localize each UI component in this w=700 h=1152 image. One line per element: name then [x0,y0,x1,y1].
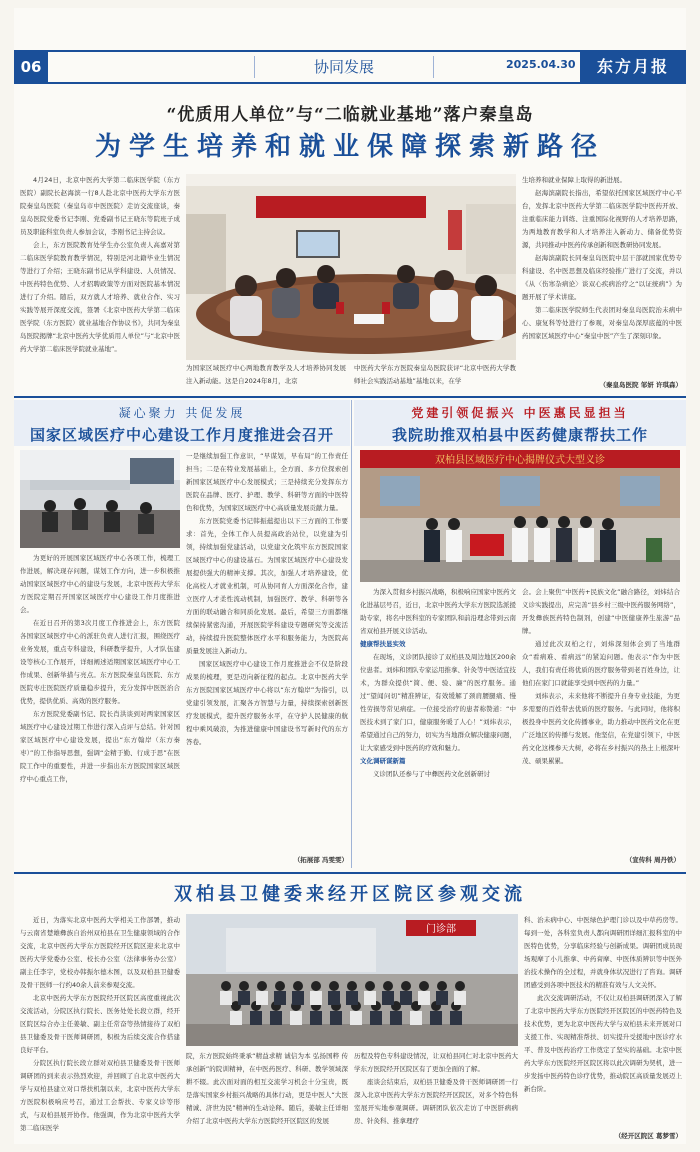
article3-headline: 我院助推双柏县中医药健康帮扶工作 [391,426,648,444]
lead-caption-mid [354,362,516,390]
paragraph: 此次交流调研活动，不仅让双柏县调研团深入了解了北京中医药大学东方医院经开区院区的中医药特色及技术优势，更为北京中医药大学与双柏县未来开展对口支援工作、实现精准帮扶、切实提升受援地中医诊疗水平、普及中医药治疗工作奠定了坚实的基础。北京中医药大学东方医院经开区院区将以此次调研为契机，进一步发扬中医药特色诊疗优势，推动院区高质量发展迈上新台阶。 [524,994,682,1093]
paragraph: 东方医院党委副书记、院长肖洪谈到对两家国家区域医疗中心建设过期工作进行深入点评与总结。针对国家区域医疗中心建设发展，提出“东方翰岸（东方秦枣）”的工作指导思想，强调“金精于勤、行成于思”在医院工作中的重要性，并进一步指出东方医院国家区域医疗中心重点工作， [20,710,180,783]
article3-column-2 [522,586,680,852]
clinic-photo-illustration [360,450,680,582]
lead-credit: （秦皇岛医院 邹妍 许琪森） [599,381,682,389]
group-photo [186,914,518,1046]
page-header [14,50,686,84]
paragraph: 座谈会结束后，双柏县卫健委及骨干医师调研团一行深入北京中医药大学东方医院经开区院区，对多个特色科室展开实地参观调研。调研团队依次走访了中医肝病病房、针灸科、推拿理疗 [354,1078,518,1125]
lead-column-1 [20,174,180,362]
lead-caption-left [186,362,346,390]
paragraph: 在近日召开的第3次月度工作推进会上，东方医院各国家区域医疗中心的派驻负责人进行汇报，围绕医疗业务发展，重点专科建设，科研教学提升，人才队伍建设等核心工作展开，详细阐述适期国家区域医疗中心工作成果、创新举措与亮点。东方医院秦皇岛医院、东方医院枣庄医院医疗质量稳步提升，充分发挥中医医治合优势，提供优质、高效的医疗服务。 [20,619,180,705]
meeting-photo-illustration [186,174,516,360]
subheading: 健康帮扶显实效 [360,640,406,648]
paragraph: 科、治未病中心、中医绿色护理门诊以及中草药房等。每到一处，各科室负责人都向调研团详细汇报科室的中医特色优势，分享临床经验与创新成果。调研团成员现场观摩了小儿推拿、中药膏摩、中医体质辨识等中医外治技术操作的全过程，并就身体状况进行了咨询。调研团感受到各项中医技术的精准有效与人文关怀。 [524,916,682,989]
paragraph: 会。会上聚焦“中医药+民族文化”融合路径，刘炜结合义诊实践提出，应完善“县乡村三级中医药服务网络”，开发彝族医药特色制剂，创建“中医健康养生旅游”品牌。 [522,588,680,635]
page-number: 06 [14,52,48,82]
conference-photo-illustration [20,450,180,548]
paragraph: 会上，东方医院教育处学生办公室负责人高嘉对第二临床医学院教育教学情况，特别是河北籍毕业生情况等进行了介绍；王晓东副书记从学科建设、人员情况、中医药特色优势、人才招聘政策等方面对医院基本情况进行了介绍。随后，双方就人才培养、就业合作、实习实践等展开深度交流，签署《北京中医药大学第二临床医学院（东方医院）就业基地合作协议书》，共同为秦皇岛医院揭牌“北京中医药大学优质用人单位”与“北京中医药大学第二临床医学院就业基地”。 [20,241,180,353]
paragraph: 4月24日，北京中医药大学第二临床医学院（东方医院）副院长赵海滨一行8人赴北京中医药大学东方医院秦皇岛医院（秦皇岛市中医医院）走访交流座谈，秦皇岛医院党委书记李刚、党委副书记王晓东等院班子成员及职能科室负责人参加会议，李刚书记主持会议。 [20,176,180,236]
paragraph: 东方医院党委书记韩振蕴提出以下三方面的工作要求：首先，全体工作人员提高政治站位，以党建为引领，持续加强党建活动，以党建文化筑牢东方医院国家区域医疗中心的建设基石。为国家区域医疗中心建设发展提供强大的精神支撑。其次，加强人才培养建设，优化高校人才就业机制，可从协同育人方面深化合作，建立医疗人才柔性流动机制，加强医疗、教学、科研等各方面的联动融合和同质化发展。最后，希望三方面都继续保持紧密沟通，开展医院学科建设专题研究等交流活动，持续提升医院整体医疗水平和服务能力，为医院高质量发展注入新动力。 [186,517,348,655]
banner-text: 双柏县区域医疗中心揭牌仪式大型义诊 [435,455,605,466]
paragraph: 一是继续加强工作意识，“早谋划，早布局”的工作责任担当；二是在特业发展基础上，全方面、多方位探索创新国家区域医疗中心发展模式；三是持续充分发挥东方医院在品牌、医疗、护理、教学、科研等方面的中医特色和优势，为国家区域医疗中心高质量发展贡献力量。 [186,452,348,512]
group-photo-illustration [186,914,518,1046]
paragraph: 分院区执行院长段立群对双柏县卫健委及骨干医师调研团的到来表示热烈欢迎，并回顾了自北京中医药大学与双柏县建立对口帮扶机制以来，北京中医药大学东方医院积极响应号召，通过工会帮扶、专家义诊等形式，与双柏县展开协作。他强调，作为北京中医药大学第二临床医学 [20,1059,180,1132]
paragraph: 北京中医药大学东方医院经开区院区高度重视此次交流活动，分院区执行院长、医务处处长段立群，经开区院区综合办主任姜敏、副主任常奋等热情接待了双柏县卫健委及骨干医师调研团，积极为后续交流合作搭建良好平台。 [20,994,180,1054]
article4-column-3 [354,1050,518,1146]
meeting-photo [186,174,516,360]
lead-column-3 [522,174,682,378]
issue-date: 2025.04.30 [506,58,576,71]
article2-headline: 国家区域医疗中心建设工作月度推进会召开 [29,426,334,444]
article3-column-1 [360,586,516,864]
paragraph: 刘炜表示，未来他将不断提升自身专业技能，为更多需要的百姓带去优质的医疗服务。与此同时，他将积极投身中医药文化传播事业，助力推动中医药文化在更广泛地区的传播与发展。他坚信，在党建引领下，中医药文化这棵参天大树，必将在乡村振兴的热土上根深叶茂、硕果累累。 [522,692,680,765]
paragraph: 中医药大学东方医院秦皇岛医院获评“北京中医药大学教师社会实践活动基地”基地以来，在学 [354,364,516,385]
conference-photo [20,450,180,548]
clinic-photo [360,450,680,582]
article2-column-1 [20,552,180,864]
article4-headline: 双柏县卫健委来经开区院区参观交流 [174,884,526,905]
paragraph: 历程及特色专科建设情况，让双柏县同仁对北京中医药大学东方医院经开区院区有了更加全面的了解。 [354,1052,518,1073]
lead-kicker: “优质用人单位”与“二临就业基地”落户秦皇岛 [166,105,534,125]
section-title: 协同发展 [254,56,434,78]
paragraph: 国家区域医疗中心建设工作月度推进会不仅是阶段成果的梳理，更是迈向新征程的起点。北京中医药大学东方医院国家区域医疗中心将以“东方翰岸”为指引，以党建引领发展，汇聚各方智慧与力量，持续探索创新医疗发展模式，提升医疗服务水平，在守护人民健康的航程中乘风破浪，为推进健康中国建设书写新时代的东方答卷。 [186,660,348,746]
building-sign-text: 门诊部 [426,924,456,935]
paragraph: 为深入贯彻乡村振兴战略，积极响应国家中医药文化进基层号召，近日，北京中医药大学东方医院选派援助专家，将名中医科室的专家团队和前沿理念带到云南省双柏县开展义诊活动。 [360,588,516,635]
article4-column-1 [20,914,180,1148]
article4-credit: （经开区院区 葛梦雪） [614,1132,682,1140]
paragraph: 为更好的开展国家区域医疗中心各项工作，梳理工作进展，解决现存问题，谋划工作方向，进一步积极推动国家区域医疗中心的建设与发展，北京中医药大学东方医院定期召开国家区域医疗中心建设工作月度推进会。 [20,554,180,614]
paragraph: 近日，为落实北京中医药大学相关工作部署，推动与云南省楚雄彝族自治州双柏县在卫生健康领域的合作交流，北京中医药大学东方医院经开区院区迎来北京中医药大学党委办公室、校长办公室（法律事务办公室）副主任李宇，党校办韩振尔德木图，以及双柏县卫健委及骨干医师一行约40余人前来参观交流。 [20,916,180,989]
paragraph: 赵海滨副院长同秦皇岛医院中层干部就国家优势专科建设、名中医思想及临床经验推广进行了交流，并以《从〈伤寒杂病论〉谈双心疾病治疗之“以证统病”》为题开展了学术讲座。 [522,254,682,301]
newspaper-brand: 东方月报 [580,52,686,82]
article2-kicker: 凝心聚力 共促发展 [118,406,246,420]
article2-column-2 [186,450,348,854]
newspaper-page [14,8,686,1144]
article4-column-4 [524,914,682,1128]
paragraph: 生培养和就业保障上取得的新进展。 [522,176,626,184]
lead-headline: 为学生培养和就业保障探索新路径 [94,132,605,162]
paragraph: 在现场，义诊团队接诊了双柏县及周边地区200余位患者。刘炜和团队专家运用推拿、针灸等中医适宜技术，为群众提供“简、便、验、廉”的医疗服务。通过“望闻问切”精准辨证，有效缓解了颈肩腰腿痛、慢性劳损等常见病症。一位接受治疗的患者称赞道：“中医技术到了家门口，健康服务暖了人心！”刘炜表示，希望通过自己的努力，切实为当地群众解决健康问题，让大家感受到中医药的疗效和魅力。 [360,653,516,752]
column-divider [351,400,352,868]
paragraph: 为国家区域医疗中心两地教育教学及人才培养协同发展注入新动能。这是自2024年8月，北京 [186,364,346,385]
article3-kicker: 党建引领促振兴 中医惠民显担当 [411,406,629,420]
article3-credit: （宣传科 周丹铁） [625,856,680,864]
subheading: 文化调研谋新篇 [360,757,406,765]
paragraph: 义诊团队还参与了中彝医药文化创新研讨 [373,770,490,778]
paragraph: 赵海滨副院长指出，希望依托国家区域医疗中心平台，发挥北京中医药大学第二临床医学院中医药开放、注重临床能力训练、注重国际化视野的人才培养思路，为两地教育教学和人才培养注入新动力、储备优势资源，共同推动中医药传承创新和医教研协同发展。 [522,189,682,249]
paragraph: 院，东方医院始终秉承“精益求精 诚信为本 弘扬国粹 传承创新”的院训精神，在中医药医疗、科研、教学领域深耕不辍。此次面对面的相互交流学习机会十分宝贵，既是落实国家乡村振兴战略的具体行动，更是中医人“大医精诚、济世为民”精神的生动诠释。随后，姜敏主任详细介绍了北京中医药大学东方医院经开区院区的发展 [186,1052,348,1125]
paragraph: 通过此次双柏之行，刘炜深刻体会到了当地群众“看病难、看病远”的紧迫问题。他表示“作为中医人，我们有责任将优质的医疗服务带到老百姓身边，让他们在家门口就能享受到中医药的力量。” [522,640,680,687]
section-divider [14,396,686,398]
article2-credit: （拓展部 冯雯雯） [293,856,348,864]
article4-column-2 [186,1050,348,1146]
paragraph: 第二临床医学院师生代表团对秦皇岛医院治未病中心、康复科等处进行了参观，对秦皇岛深厚底蕴的中医药国家区域医疗中心“秦皇中医”产生了深刻印象。 [522,306,682,340]
section-divider [14,872,686,874]
